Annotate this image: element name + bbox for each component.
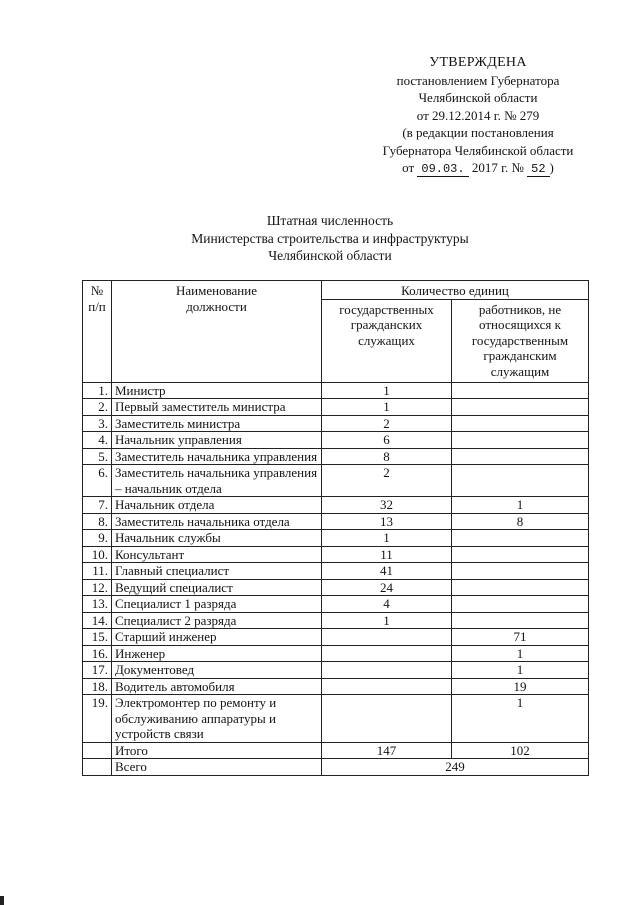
row-civil: 32: [322, 497, 452, 514]
header-name: Наименование должности: [112, 281, 322, 383]
row-num: 12.: [83, 579, 112, 596]
row-num: 18.: [83, 678, 112, 695]
row-num: 17.: [83, 662, 112, 679]
row-num: 15.: [83, 629, 112, 646]
row-other: [452, 382, 589, 399]
total-value: 249: [322, 759, 589, 776]
title-line-3: Челябинской области: [268, 248, 392, 263]
scan-mark: [0, 896, 4, 905]
approval-line-3: от 29.12.2014 г. № 279: [416, 107, 540, 123]
approval-date-value: 09.03.: [417, 162, 468, 177]
table-row: [83, 563, 589, 580]
row-other: [452, 612, 589, 629]
row-num: 14.: [83, 612, 112, 629]
row-name: Электромонтер по ремонту и обслуживанию аппаратуры и устройств связи: [112, 695, 322, 743]
header-civil: государственных гражданских служащих: [322, 299, 452, 382]
row-name: Начальник службы: [112, 530, 322, 547]
row-other: [452, 448, 589, 465]
approval-line-1: постановлением Губернатора: [396, 72, 560, 88]
subtotal-label: Итого: [112, 742, 322, 759]
row-civil: 1: [322, 382, 452, 399]
row-name: Заместитель начальника управления – начальник отдела: [112, 465, 322, 497]
approval-stamp: [358, 54, 598, 177]
row-name: Заместитель начальника управления: [112, 448, 322, 465]
row-name: Заместитель начальника отдела: [112, 513, 322, 530]
row-num: 3.: [83, 415, 112, 432]
row-name: Министр: [112, 382, 322, 399]
row-name: Начальник управления: [112, 432, 322, 449]
row-civil: [322, 678, 452, 695]
table-row: [83, 399, 589, 416]
staff-table: [82, 280, 589, 776]
table-row: [83, 415, 589, 432]
subtotal-empty: [83, 742, 112, 759]
header-num: № п/п: [83, 281, 112, 383]
row-other: 19: [452, 678, 589, 695]
table-row: [83, 465, 589, 497]
total-label: Всего: [112, 759, 322, 776]
title-line-1: Штатная численность: [266, 213, 394, 228]
table-row: [83, 596, 589, 613]
approval-date-prefix: от: [402, 160, 415, 175]
row-civil: 1: [322, 530, 452, 547]
approval-date-year: 2017 г. №: [471, 160, 524, 175]
row-other: 1: [452, 662, 589, 679]
row-civil: [322, 662, 452, 679]
row-name: Водитель автомобиля: [112, 678, 322, 695]
row-other: [452, 415, 589, 432]
row-name: Специалист 1 разряда: [112, 596, 322, 613]
table-row: [83, 695, 589, 743]
row-name: Заместитель министра: [112, 415, 322, 432]
row-other: [452, 579, 589, 596]
row-num: 2.: [83, 399, 112, 416]
row-civil: 13: [322, 513, 452, 530]
total-empty: [83, 759, 112, 776]
row-other: [452, 399, 589, 416]
subtotal-other: 102: [452, 742, 589, 759]
header-qty: Количество единиц: [322, 281, 589, 300]
table-row: [83, 645, 589, 662]
table-row: [83, 546, 589, 563]
table-row: [83, 629, 589, 646]
row-other: [452, 596, 589, 613]
row-num: 6.: [83, 465, 112, 497]
row-civil: [322, 695, 452, 743]
row-num: 7.: [83, 497, 112, 514]
approval-heading: УТВЕРЖДЕНА: [429, 55, 527, 70]
row-civil: 41: [322, 563, 452, 580]
row-other: [452, 546, 589, 563]
approval-number-value: 52: [527, 162, 549, 177]
table-row: [83, 382, 589, 399]
approval-line-4: (в редакции постановления: [402, 125, 554, 140]
subtotal-row: [83, 742, 589, 759]
row-name: Первый заместитель министра: [112, 399, 322, 416]
row-name: Старший инженер: [112, 629, 322, 646]
row-num: 16.: [83, 645, 112, 662]
row-other: 1: [452, 695, 589, 743]
table-row: [83, 662, 589, 679]
row-num: 10.: [83, 546, 112, 563]
row-name: Специалист 2 разряда: [112, 612, 322, 629]
table-row: [83, 513, 589, 530]
table-row: [83, 530, 589, 547]
row-civil: 4: [322, 596, 452, 613]
approval-date-line: [358, 159, 598, 177]
row-civil: 11: [322, 546, 452, 563]
row-other: [452, 530, 589, 547]
table-row: [83, 612, 589, 629]
row-num: 5.: [83, 448, 112, 465]
row-num: 4.: [83, 432, 112, 449]
document-title: [150, 212, 510, 265]
table-row: [83, 579, 589, 596]
row-civil: 8: [322, 448, 452, 465]
row-num: 13.: [83, 596, 112, 613]
row-num: 9.: [83, 530, 112, 547]
table-header-row: [83, 281, 589, 300]
table-row: [83, 432, 589, 449]
title-line-2: Министерства строительства и инфраструктуры: [191, 230, 469, 246]
row-name: Главный специалист: [112, 563, 322, 580]
row-other: [452, 563, 589, 580]
row-other: 1: [452, 645, 589, 662]
approval-line-2: Челябинской области: [418, 90, 538, 105]
subtotal-civil: 147: [322, 742, 452, 759]
table-row: [83, 497, 589, 514]
row-civil: 2: [322, 415, 452, 432]
row-other: [452, 465, 589, 497]
row-civil: 6: [322, 432, 452, 449]
row-num: 8.: [83, 513, 112, 530]
header-other: работников, не относящихся к государственным гражданским служащим: [452, 299, 589, 382]
row-name: Консультант: [112, 546, 322, 563]
row-civil: 2: [322, 465, 452, 497]
approval-closing: ): [549, 160, 554, 175]
row-other: 71: [452, 629, 589, 646]
row-num: 1.: [83, 382, 112, 399]
row-name: Документовед: [112, 662, 322, 679]
row-other: 1: [452, 497, 589, 514]
row-civil: [322, 645, 452, 662]
row-num: 11.: [83, 563, 112, 580]
row-name: Инженер: [112, 645, 322, 662]
row-civil: 1: [322, 399, 452, 416]
row-civil: 1: [322, 612, 452, 629]
table-row: [83, 448, 589, 465]
row-other: 8: [452, 513, 589, 530]
total-row: [83, 759, 589, 776]
row-civil: 24: [322, 579, 452, 596]
row-name: Ведущий специалист: [112, 579, 322, 596]
table-body: [83, 382, 589, 742]
row-civil: [322, 629, 452, 646]
row-num: 19.: [83, 695, 112, 743]
row-name: Начальник отдела: [112, 497, 322, 514]
table-row: [83, 678, 589, 695]
row-other: [452, 432, 589, 449]
approval-line-5: Губернатора Челябинской области: [382, 142, 574, 158]
